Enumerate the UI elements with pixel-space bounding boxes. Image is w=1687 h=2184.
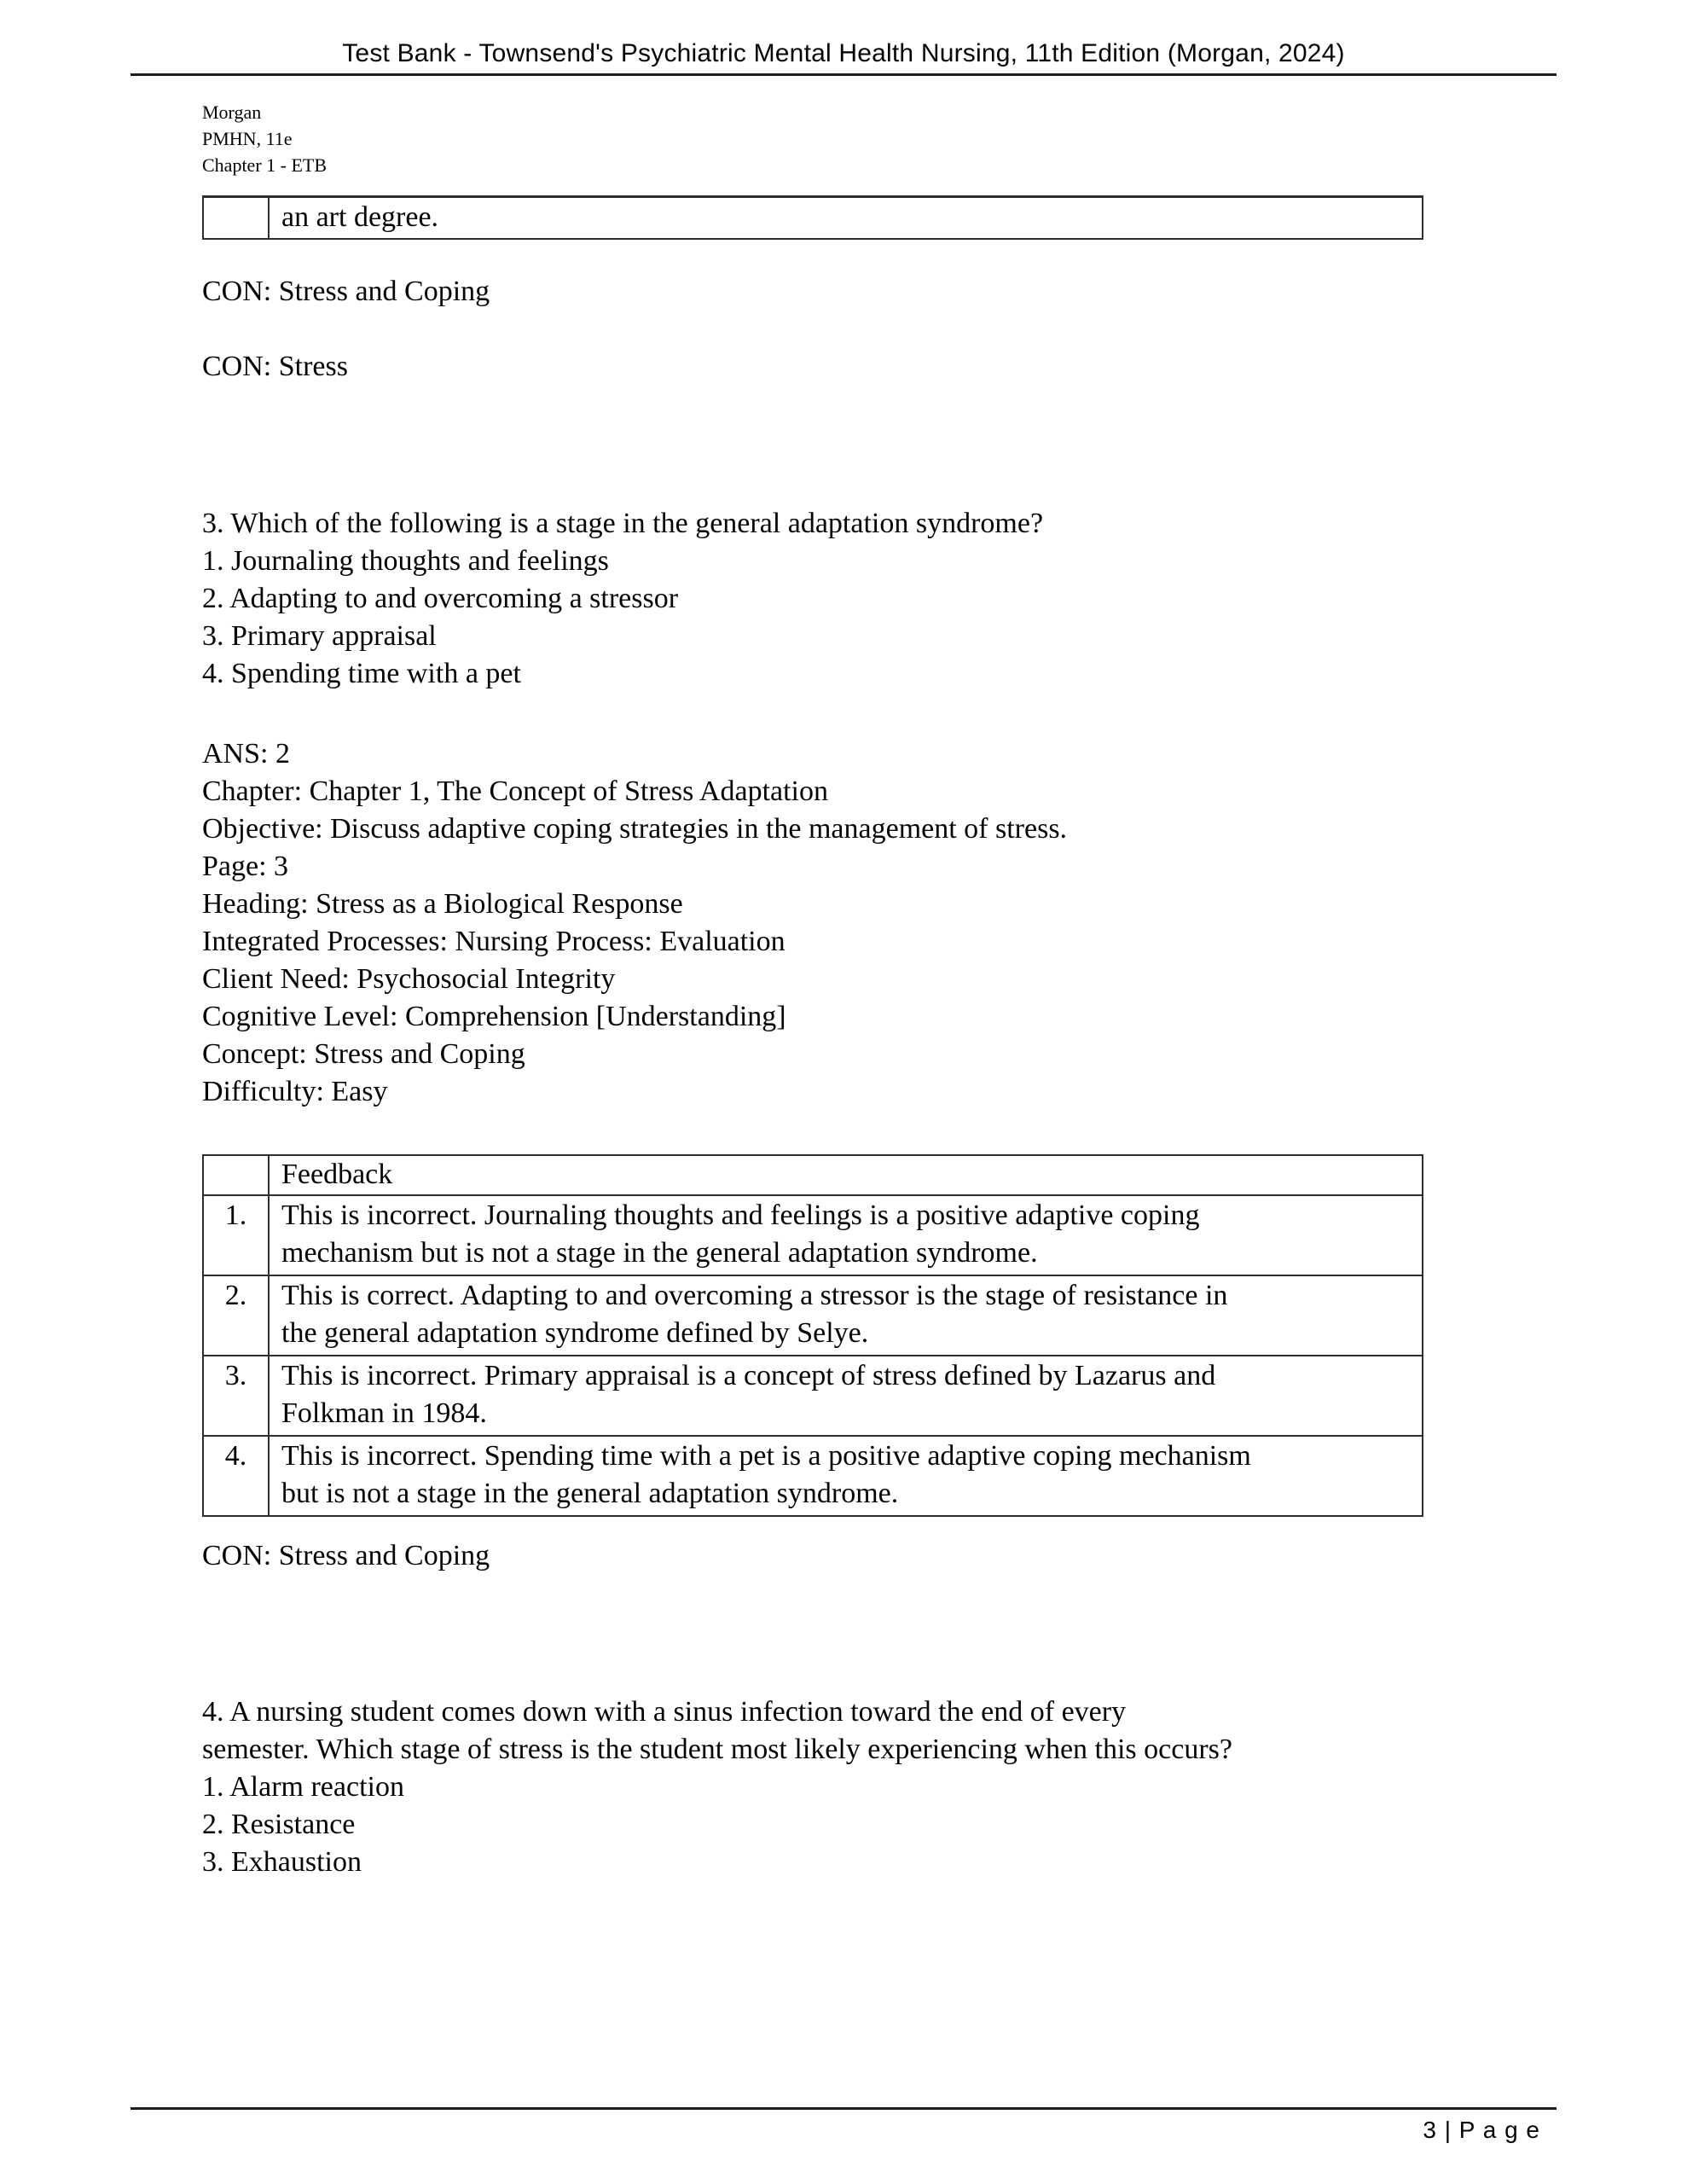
answer-line-client-need: Client Need: Psychosocial Integrity bbox=[202, 963, 616, 995]
question-3-option-2: 2. Adapting to and overcoming a stressor bbox=[202, 583, 679, 614]
question-4-option-3: 3. Exhaustion bbox=[202, 1846, 362, 1878]
carryover-row-text-cell: an art degree. bbox=[269, 197, 1423, 240]
feedback-header-row bbox=[203, 1155, 1423, 1195]
feedback-row-4-number: 4. bbox=[203, 1436, 269, 1516]
question-4-stem-line-1: 4. A nursing student comes down with a sinus infection toward the end of every bbox=[202, 1696, 1127, 1728]
question-3-option-4: 4. Spending time with a pet bbox=[202, 658, 521, 689]
answer-line-ans: ANS: 2 bbox=[202, 738, 290, 770]
answer-line-chapter: Chapter: Chapter 1, The Concept of Stress Adaptation bbox=[202, 775, 829, 807]
document-header-title: Test Bank - Townsend's Psychiatric Mental Health Nursing, 11th Edition (Morgan, 2024) bbox=[342, 39, 1345, 67]
feedback-row-1-text bbox=[269, 1195, 1423, 1275]
feedback-row-3 bbox=[203, 1356, 1423, 1436]
question-4-option-1: 1. Alarm reaction bbox=[202, 1771, 404, 1803]
question-3-stem: 3. Which of the following is a stage in the general adaptation syndrome? bbox=[202, 508, 1044, 539]
feedback-row-1 bbox=[203, 1195, 1423, 1275]
carryover-answer-table bbox=[202, 195, 1423, 240]
question-4-option-2: 2. Resistance bbox=[202, 1809, 356, 1840]
question-4-stem-line-2: semester. Which stage of stress is the student most likely experiencing when this occurs? bbox=[202, 1734, 1232, 1765]
question-3-option-3: 3. Primary appraisal bbox=[202, 620, 437, 652]
feedback-row-2-line-2: the general adaptation syndrome defined by Selye. bbox=[281, 1317, 869, 1349]
feedback-row-2-line-1: This is correct. Adapting to and overcoming a stressor is the stage of resistance in bbox=[281, 1280, 1228, 1311]
page-number: 3 | P a g e bbox=[1423, 2117, 1540, 2143]
feedback-row-2 bbox=[203, 1275, 1423, 1356]
document-meta-block bbox=[202, 99, 327, 178]
feedback-table bbox=[202, 1154, 1423, 1517]
answer-line-integrated-processes: Integrated Processes: Nursing Process: Evaluation bbox=[202, 926, 786, 957]
answer-line-heading: Heading: Stress as a Biological Response bbox=[202, 888, 683, 920]
answer-line-page: Page: 3 bbox=[202, 851, 289, 882]
feedback-row-4-line-1: This is incorrect. Spending time with a pet is a positive adaptive coping mechanism bbox=[281, 1440, 1251, 1472]
carryover-table-row bbox=[203, 197, 1423, 240]
question-3-option-1: 1. Journaling thoughts and feelings bbox=[202, 545, 609, 577]
con-tag-stress: CON: Stress bbox=[202, 351, 348, 382]
feedback-row-1-number: 1. bbox=[203, 1195, 269, 1275]
question-4-block bbox=[202, 1693, 1481, 1881]
meta-line-book: PMHN, 11e bbox=[202, 128, 293, 149]
answer-line-objective: Objective: Discuss adaptive coping strategies in the management of stress. bbox=[202, 813, 1068, 845]
feedback-row-3-text bbox=[269, 1356, 1423, 1436]
feedback-row-4-text bbox=[269, 1436, 1423, 1516]
feedback-row-1-line-1: This is incorrect. Journaling thoughts and feelings is a positive adaptive coping bbox=[281, 1199, 1200, 1231]
feedback-row-1-line-2: mechanism but is not a stage in the general adaptation syndrome. bbox=[281, 1237, 1038, 1269]
carryover-row-number-cell bbox=[203, 197, 269, 240]
answer-line-concept: Concept: Stress and Coping bbox=[202, 1038, 525, 1070]
con-tag-after-feedback: CON: Stress and Coping bbox=[202, 1540, 490, 1571]
meta-line-author: Morgan bbox=[202, 102, 262, 123]
feedback-row-4-line-2: but is not a stage in the general adaptation syndrome. bbox=[281, 1478, 899, 1509]
meta-line-chapter: Chapter 1 - ETB bbox=[202, 154, 328, 176]
footer-rule bbox=[130, 2107, 1557, 2110]
question-3-block bbox=[202, 505, 1481, 693]
feedback-header-label-cell: Feedback bbox=[269, 1155, 1423, 1195]
feedback-row-3-line-2: Folkman in 1984. bbox=[281, 1397, 487, 1429]
feedback-row-2-text bbox=[269, 1275, 1423, 1356]
header-rule bbox=[130, 73, 1557, 76]
feedback-header-number-cell bbox=[203, 1155, 269, 1195]
question-3-answer-block bbox=[202, 735, 1481, 1111]
feedback-row-4 bbox=[203, 1436, 1423, 1516]
con-tag-stress-and-coping: CON: Stress and Coping bbox=[202, 276, 490, 307]
feedback-row-3-number: 3. bbox=[203, 1356, 269, 1436]
feedback-row-2-number: 2. bbox=[203, 1275, 269, 1356]
answer-line-difficulty: Difficulty: Easy bbox=[202, 1076, 388, 1107]
feedback-row-3-line-1: This is incorrect. Primary appraisal is a concept of stress defined by Lazarus and bbox=[281, 1360, 1216, 1391]
answer-line-cognitive-level: Cognitive Level: Comprehension [Understanding] bbox=[202, 1001, 786, 1032]
